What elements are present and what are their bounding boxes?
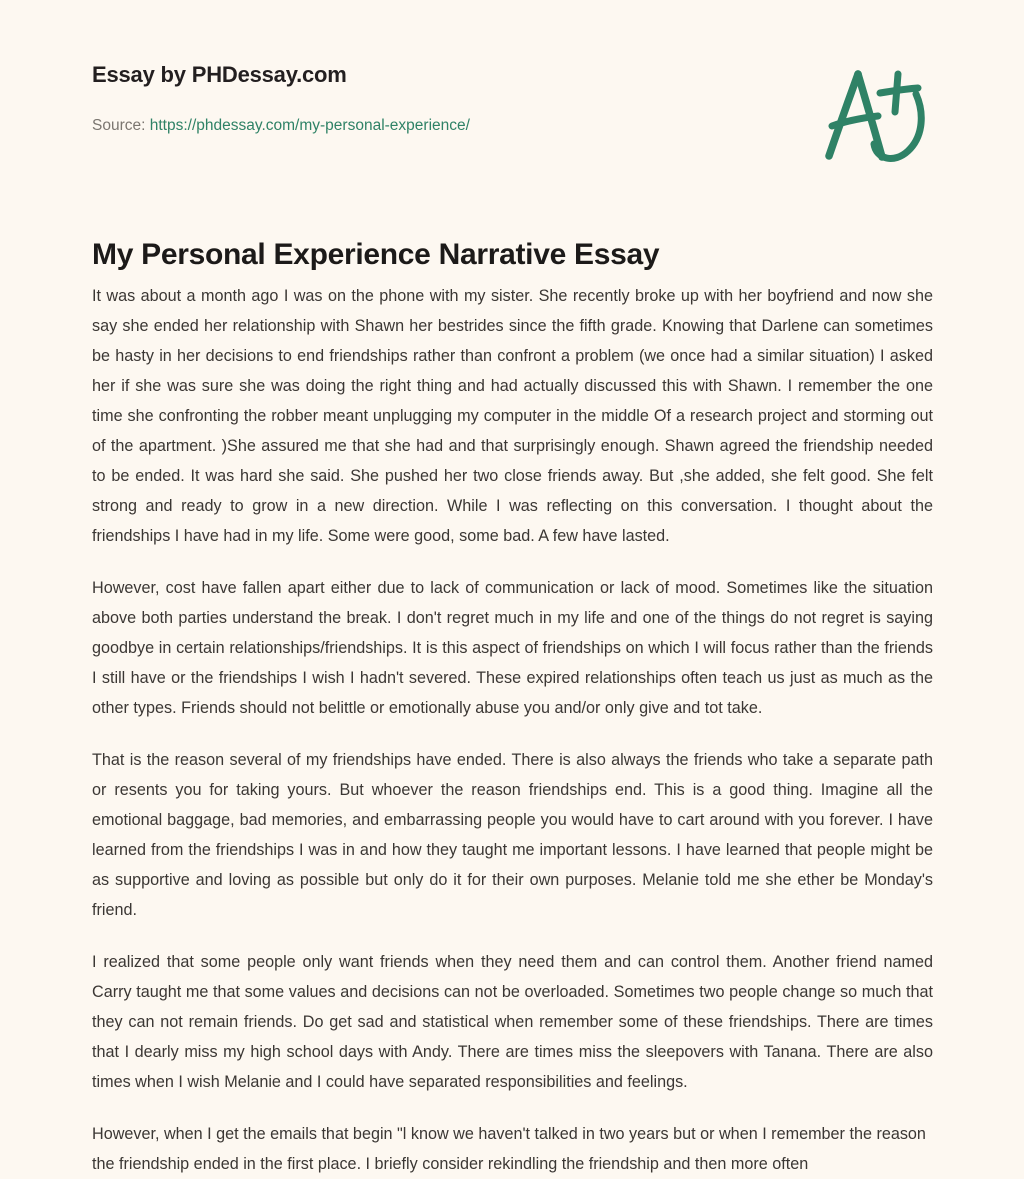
essay-paragraph: I realized that some people only want friends when they need them and can control them. Another friend named Carry taught me that some values and decisions can not be overloaded. Sometimes two people change so much that they can not remain friends. Do get sad and statistical when remember some of these friendships. There are times that I dearly miss my high school days with Andy. There are times miss the sleepovers with Tanana. There are also times when I wish Melanie and I could have separated responsibilities and feelings. [92, 953, 933, 1091]
essay-paragraph: However, cost have fallen apart either due to lack of communication or lack of mood. Sometimes like the situation above both parties understand the break. I don't regret much in my life and one of the things do not regret is saying goodbye in certain relationships/friendships. It is this aspect of friendships on which I will focus rather than the friends I still have or the friendships I wish I hadn't severed. These expired relationships often teach us just as much as the other types. Friends should not belittle or emotionally abuse you and/or only give and tot take. [92, 579, 933, 717]
essay-paragraph: That is the reason several of my friendships have ended. There is also always the friends who take a separate path or resents you for taking yours. But whoever the reason friendships end. This is a good thing. Imagine all the emotional baggage, bad memories, and embarrassing people you would have to cart around with you forever. I have learned from the friendships I was in and how they taught me important lessons. I have learned that people might be as supportive and loving as possible but only do it for their own purposes. Melanie told me she ether be Monday's friend. [92, 751, 933, 919]
a-plus-logo-icon [812, 58, 932, 174]
essay-paragraph: It was about a month ago I was on the phone with my sister. She recently broke up with her boyfriend and now she say she ended her relationship with Shawn her bestrides since the fifth grade. Knowing that Darlene can sometimes be hasty in her decisions to end friendships rather than confront a problem (we once had a similar situation) I asked her if she was sure she was doing the right thing and had actually discussed this with Shawn. I remember the one time she confronting the robber meant unplugging my computer in the middle Of a research project and storming out of the apartment. )She assured me that she had and that surprisingly enough. Shawn agreed the friendship needed to be ended. It was hard she said. She pushed her two close friends away. But ,she added, she felt good. She felt strong and ready to grow in a new direction. While I was reflecting on this conversation. I thought about the friendships I have had in my life. Some were good, some bad. A few have lasted. [92, 287, 933, 545]
source-label: Source: [92, 117, 146, 134]
page-title: My Personal Experience Narrative Essay [92, 238, 660, 272]
essay-body [92, 281, 933, 1179]
page-header [0, 0, 1024, 190]
source-line [92, 117, 470, 135]
source-url-link[interactable]: https://phdessay.com/my-personal-experience/ [149, 117, 470, 134]
brand-label: Essay by PHDessay.com [92, 62, 347, 87]
essay-paragraph: However, when I get the emails that begin "l know we haven't talked in two years but or when I remember the reason the friendship ended in the first place. I briefly consider rekindling the friendship and then more often [92, 1125, 926, 1173]
